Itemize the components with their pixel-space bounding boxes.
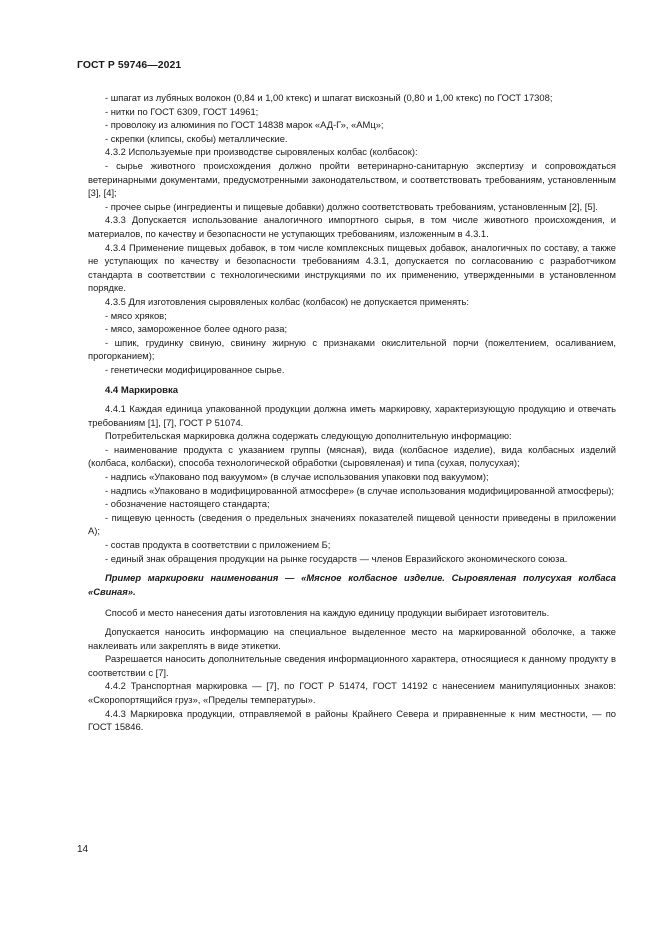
clause-4-3-5: 4.3.5 Для изготовления сыровяленых колбас (колбасок) не допускается применять: bbox=[105, 295, 469, 307]
list-item: - скрепки (клипсы, скобы) металлические. bbox=[105, 132, 288, 144]
marking-example: Пример маркировки наименования — «Мясное колбасное изделие. Сыровяленая полусухая колбаса «Свиная». bbox=[88, 572, 616, 597]
list-item: - прочее сырье (ингредиенты и пищевые добавки) должно соответствовать требованиям, установленным [2], [5]. bbox=[105, 200, 598, 212]
clause-4-3-3: 4.3.3 Допускается использование аналогичного импортного сырья, в том числе животного происхождения, и материалов, по качеству и безопасности не уступающих требованиям, изложенным в 4.3.1. bbox=[88, 214, 616, 239]
list-item: - генетически модифицированное сырье. bbox=[105, 363, 285, 375]
page-number: 14 bbox=[77, 844, 89, 855]
list-item: - шпик, грудинку свиную, свинину жирную с признаками окислительной порчи (пожелтением, осаливанием, прогорканием); bbox=[88, 336, 616, 362]
clause-4-3-4: 4.3.4 Применение пищевых добавок, в том числе комплексных пищевых добавок, аналогичных по составу, а также не уступающих по качеству и безопасности требованиям 4.3.1, допускается по согласованию с разработчиком стандарта в соответствии с технологическими инструкциями по их применению, утвержденными в установленном порядке. bbox=[88, 241, 616, 294]
paragraph: Потребительская маркировка должна содержать следующую дополнительную информацию: bbox=[105, 430, 512, 442]
list-item: - единый знак обращения продукции на рынке государств — членов Евразийского экономического союза. bbox=[105, 552, 568, 564]
clause-4-4-3: 4.4.3 Маркировка продукции, отправляемой в районы Крайнего Севера и приравненные к ним местности, — по ГОСТ 15846. bbox=[88, 707, 616, 733]
list-item: - надпись «Упаковано под вакуумом» (в случае использования упаковки под вакуумом); bbox=[105, 471, 489, 483]
document-code-header: ГОСТ Р 59746—2021 bbox=[77, 60, 182, 71]
list-item: - надпись «Упаковано в модифицированной атмосфере» (в случае использования модифицированной атмосферы); bbox=[105, 484, 614, 496]
list-item: - наименование продукта с указанием группы (мясная), вида (колбасное изделие), вида колбасных изделий (колбаса, колбаски), способа технологической обработки (сыровяленая) и типа (сухая, полусухая); bbox=[88, 443, 616, 469]
list-item: - пищевую ценность (сведения о предельных значениях показателей пищевой ценности приведены в приложении А); bbox=[88, 511, 616, 537]
list-item: - шпагат из лубяных волокон (0,84 и 1,00 ктекс) и шпагат вискозный (0,80 и 1,00 ктекс) по ГОСТ 17308; bbox=[105, 92, 553, 103]
list-item: - состав продукта в соответствии с приложением Б; bbox=[105, 539, 331, 550]
section-title-marking: 4.4 Маркировка bbox=[105, 385, 179, 397]
paragraph: Способ и место нанесения даты изготовления на каждую единицу продукции выбирает изготовитель. bbox=[105, 607, 550, 619]
clause-4-4-2: 4.4.2 Транспортная маркировка — [7], по ГОСТ Р 51474, ГОСТ 14192 с нанесением манипуляционных знаков: «Скоропортящийся груз», «Пределы температуры». bbox=[88, 680, 616, 705]
page-body bbox=[88, 91, 616, 734]
list-item: - мясо хряков; bbox=[105, 309, 167, 321]
list-item: - сырье животного происхождения должно пройти ветеринарно-санитарную экспертизу и сопровождаться ветеринарными документами, предусмотренными законодательством, и соответствовать требованиям, установленным [3], [4]; bbox=[88, 159, 616, 199]
list-item: - проволоку из алюминия по ГОСТ 14838 марок «АД-Г», «АМц»; bbox=[105, 119, 384, 131]
list-item: - обозначение настоящего стандарта; bbox=[105, 498, 270, 510]
clause-4-4-1: 4.4.1 Каждая единица упакованной продукции должна иметь маркировку, характеризующую продукцию и отвечать требованиям [1], [7], ГОСТ Р 51074. bbox=[88, 403, 616, 428]
list-item: - мясо, замороженное более одного раза; bbox=[105, 323, 288, 335]
paragraph: Допускается наносить информацию на специальное выделенное место на маркированной оболочке, а также наклеивать или закреплять в виде этикетки. bbox=[88, 625, 616, 651]
clause-4-3-2: 4.3.2 Используемые при производстве сыровяленых колбас (колбасок): bbox=[105, 146, 418, 158]
paragraph: Разрешается наносить дополнительные сведения информационного характера, относящиеся к данному продукту в соответствии с [7]. bbox=[88, 653, 616, 678]
list-item: - нитки по ГОСТ 6309, ГОСТ 14961; bbox=[105, 105, 259, 117]
